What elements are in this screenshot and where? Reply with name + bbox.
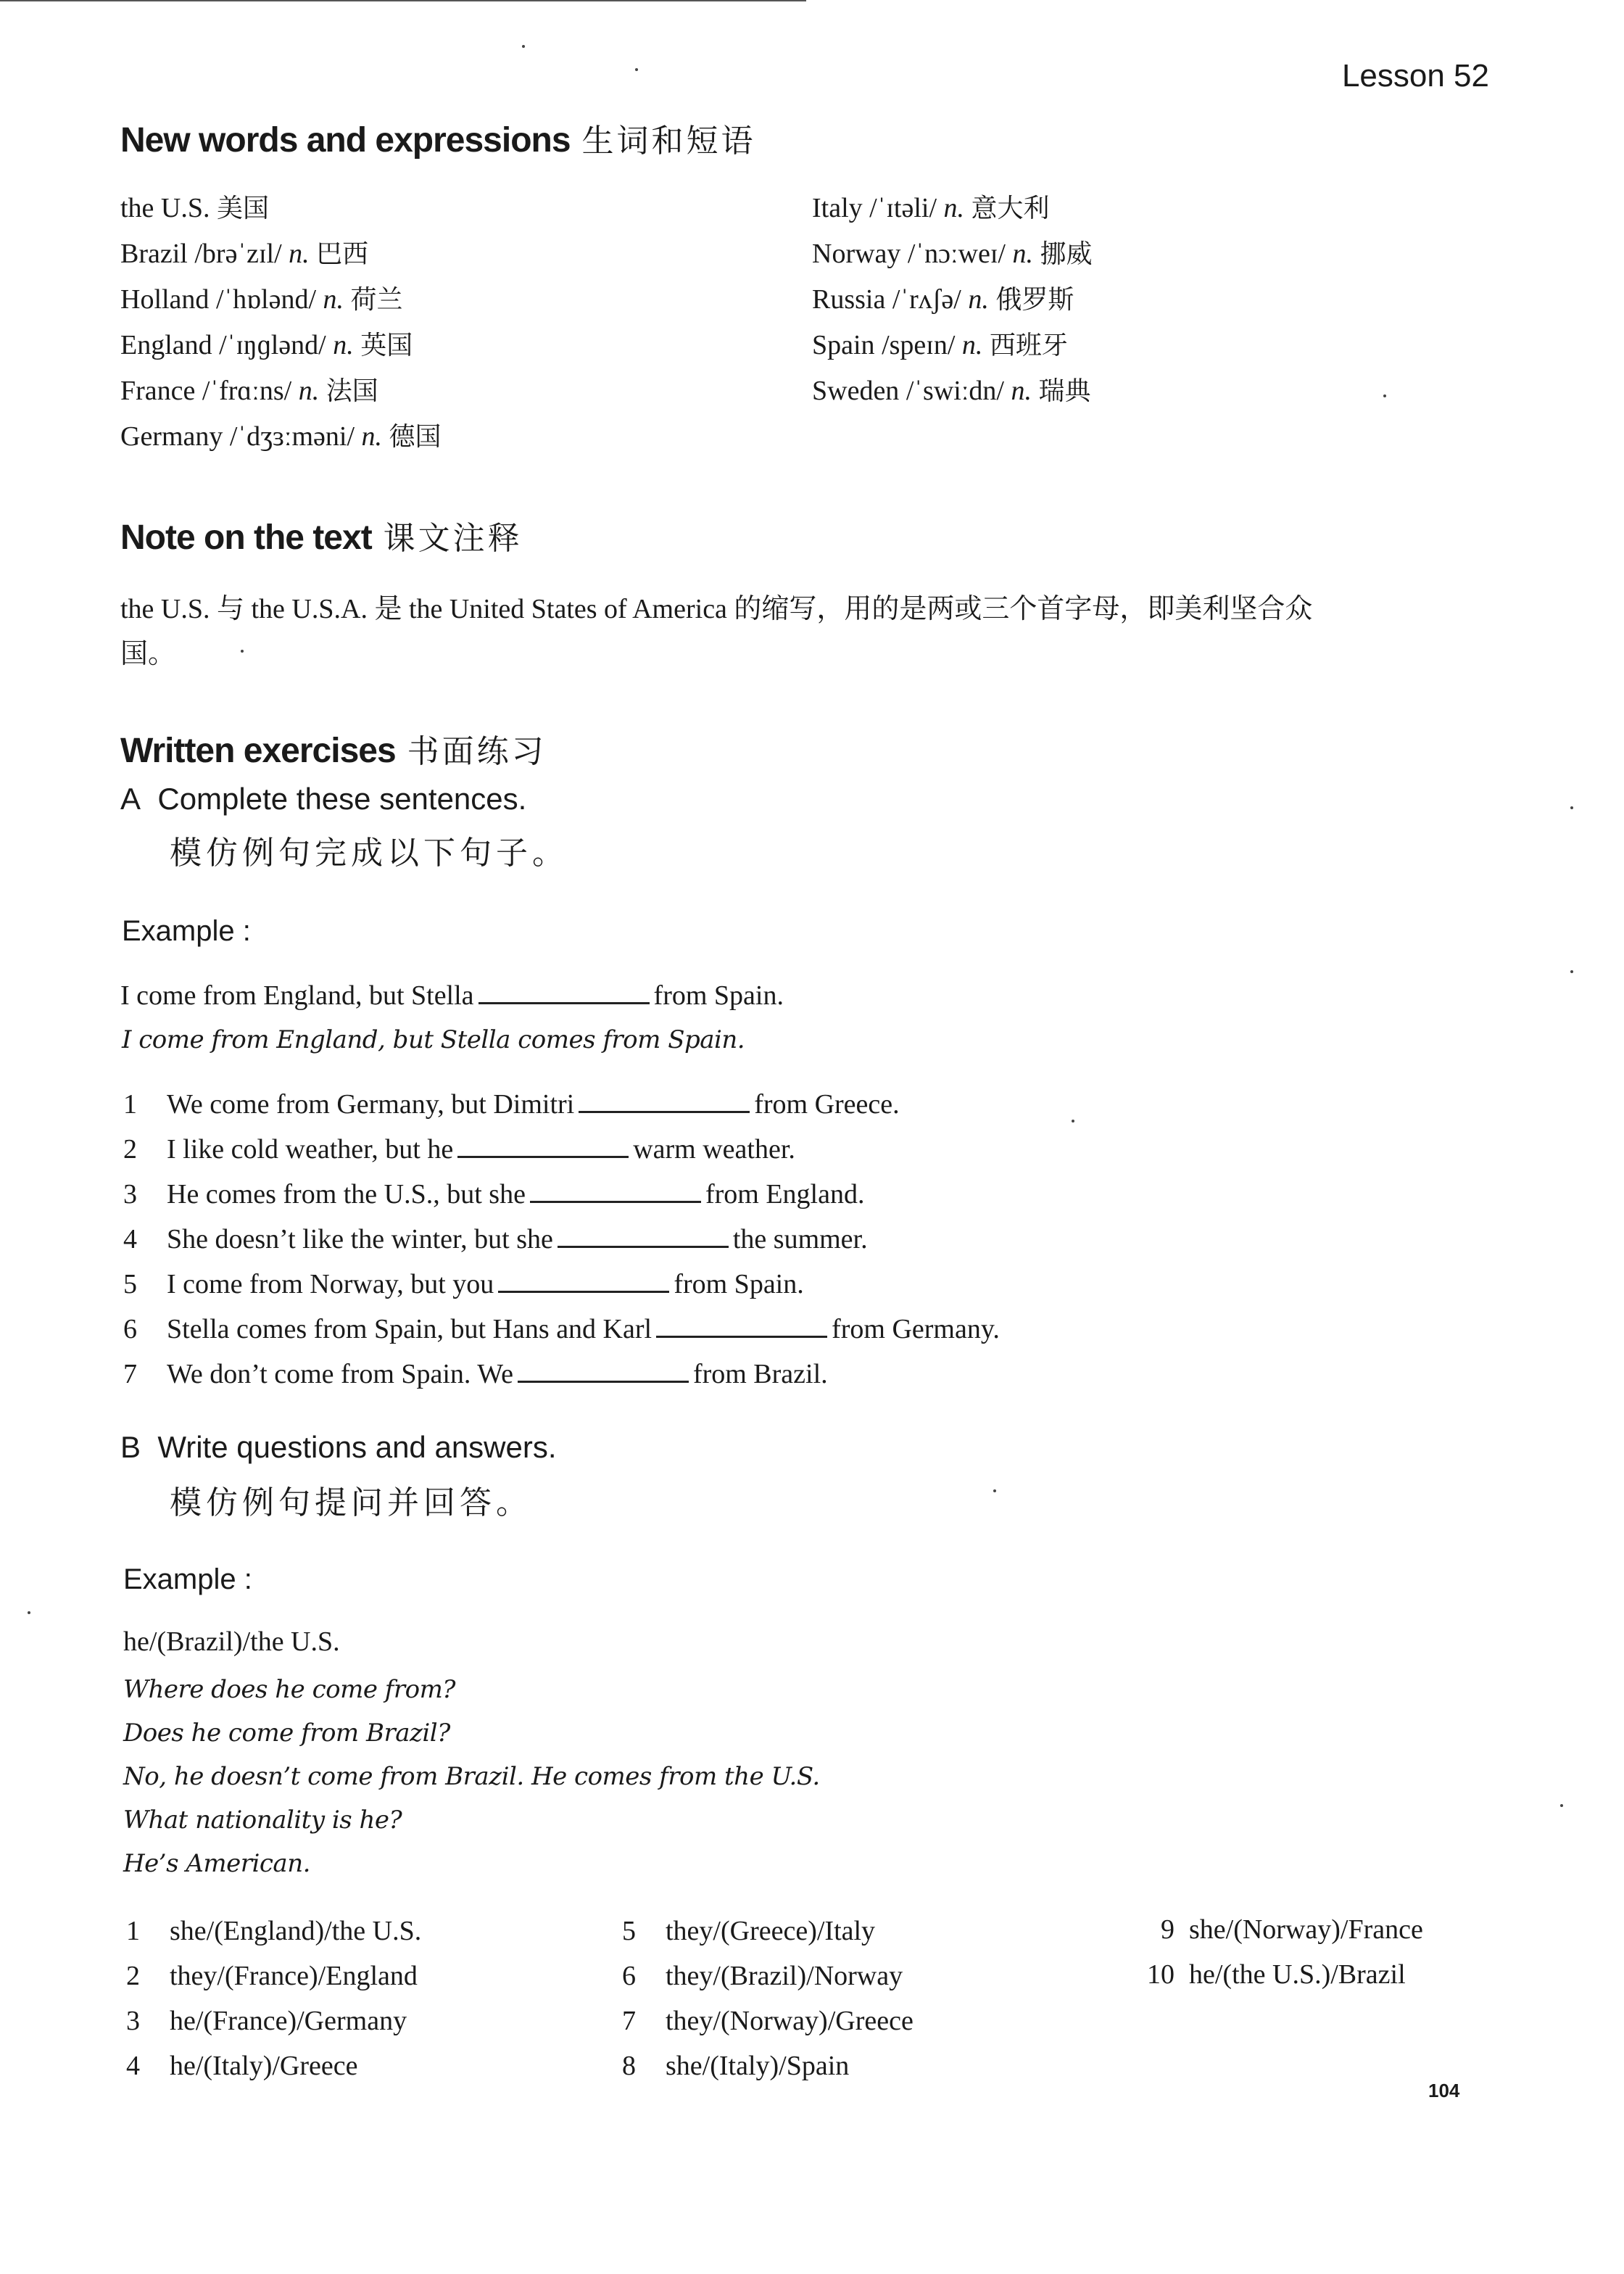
vocab-ipa: /ˈɪŋɡlənd/ bbox=[219, 330, 326, 360]
vocab-word: Sweden bbox=[812, 376, 900, 406]
item-number: 7 bbox=[123, 1359, 137, 1389]
item-number: 6 bbox=[123, 1314, 137, 1344]
sentence-start: We come from Germany, but Dimitri bbox=[167, 1089, 575, 1120]
instruction-text: Write questions and answers. bbox=[157, 1430, 557, 1464]
vocab-pos: n. bbox=[961, 330, 983, 360]
item-number: 6 bbox=[622, 1961, 636, 1991]
item-number: 1 bbox=[126, 1916, 140, 1946]
sentence-start: I come from Norway, but you bbox=[167, 1269, 494, 1299]
vocab-ipa: /speɪn/ bbox=[882, 330, 956, 360]
sentence-start: I like cold weather, but he bbox=[167, 1134, 454, 1165]
written-heading bbox=[120, 725, 547, 772]
exercise-a-item bbox=[123, 1307, 1000, 1352]
scan-speck bbox=[1560, 1804, 1563, 1807]
sentence-end: from England. bbox=[705, 1179, 865, 1210]
vocab-word: Italy bbox=[812, 193, 863, 223]
answer-blank[interactable] bbox=[518, 1359, 689, 1383]
note-text-line-2: 国。 bbox=[120, 639, 176, 669]
exercise-b-item bbox=[126, 1953, 418, 1998]
vocab-pos: n. bbox=[943, 193, 965, 223]
vocab-translation: 西班牙 bbox=[989, 331, 1068, 360]
vocab-pos: n. bbox=[1011, 376, 1032, 406]
exercise-a-item bbox=[123, 1082, 900, 1127]
vocab-word: Holland bbox=[120, 284, 210, 315]
vocab-translation: 英国 bbox=[360, 331, 413, 360]
vocab-entry bbox=[120, 368, 442, 414]
exercise-b-example-line: Where does he come from? bbox=[123, 1675, 456, 1704]
exercise-a-item bbox=[123, 1217, 868, 1262]
item-number: 4 bbox=[126, 2051, 140, 2081]
exercise-b-item bbox=[622, 2043, 849, 2088]
scan-speck bbox=[1570, 806, 1573, 809]
vocab-list-right bbox=[812, 186, 1092, 414]
vocab-entry bbox=[120, 277, 442, 323]
vocab-ipa: /ˈhɒlənd/ bbox=[215, 284, 317, 315]
item-text: they/(Greece)/Italy bbox=[666, 1916, 876, 1946]
vocab-pos: n. bbox=[298, 376, 320, 406]
exercise-letter: B bbox=[120, 1430, 141, 1464]
exercise-b-instruction-zh: 模仿例句提问并回答。 bbox=[170, 1484, 532, 1521]
scan-speck bbox=[993, 1489, 996, 1492]
exercise-b-example-prompt: he/(Brazil)/the U.S. bbox=[123, 1626, 340, 1657]
sentence-start: I come from England, but Stella bbox=[120, 980, 474, 1011]
vocab-word: the U.S. bbox=[120, 193, 210, 223]
exercise-a-example-label: Example : bbox=[122, 915, 251, 947]
item-number: 5 bbox=[622, 1916, 636, 1946]
item-text: she/(England)/the U.S. bbox=[170, 1916, 422, 1946]
exercise-a-instruction bbox=[120, 782, 526, 816]
vocab-heading bbox=[120, 115, 756, 161]
sentence-start: He comes from the U.S., but she bbox=[167, 1179, 526, 1210]
vocab-pos: n. bbox=[361, 421, 383, 452]
item-text: they/(France)/England bbox=[170, 1961, 418, 1991]
vocab-list-left bbox=[120, 186, 442, 460]
vocab-entry bbox=[120, 323, 442, 368]
item-text: she/(Italy)/Spain bbox=[666, 2051, 850, 2081]
item-text: he/(Italy)/Greece bbox=[170, 2051, 358, 2081]
vocab-entry bbox=[812, 368, 1092, 414]
item-number: 2 bbox=[126, 1961, 140, 1991]
vocab-entry bbox=[812, 323, 1092, 368]
item-number: 8 bbox=[622, 2051, 636, 2081]
exercise-b-example-label: Example : bbox=[123, 1563, 252, 1595]
vocab-translation: 瑞典 bbox=[1038, 376, 1091, 406]
lesson-title: Lesson 52 bbox=[1341, 58, 1489, 94]
answer-blank[interactable] bbox=[498, 1269, 669, 1293]
vocab-ipa: /ˈnɔːweɪ/ bbox=[907, 239, 1006, 269]
exercise-b-example-line: He’s American. bbox=[123, 1849, 310, 1878]
vocab-ipa: /ˈɪtəli/ bbox=[869, 193, 937, 223]
vocab-word: Russia bbox=[812, 284, 886, 315]
sentence-start: Stella comes from Spain, but Hans and Karl bbox=[167, 1314, 652, 1344]
sentence-end: the summer. bbox=[732, 1224, 868, 1254]
item-number: 2 bbox=[123, 1134, 137, 1165]
vocab-ipa: /ˈdʒɜːməni/ bbox=[229, 421, 355, 452]
exercise-b-item bbox=[126, 1909, 421, 1953]
exercise-b-item bbox=[622, 1998, 914, 2043]
item-text: he/(the U.S.)/Brazil bbox=[1189, 1959, 1406, 1990]
exercise-b-item bbox=[126, 1998, 407, 2043]
instruction-text: Complete these sentences. bbox=[157, 782, 527, 816]
exercise-a-item bbox=[123, 1352, 828, 1397]
item-number: 5 bbox=[123, 1269, 137, 1299]
exercise-a-example-question bbox=[120, 973, 784, 1018]
vocab-translation: 意大利 bbox=[971, 194, 1050, 223]
exercise-b-item bbox=[622, 1909, 875, 1953]
vocab-heading-en: New words and expressions bbox=[120, 121, 571, 160]
sentence-end: from Greece. bbox=[754, 1089, 900, 1120]
written-heading-zh: 书面练习 bbox=[407, 733, 547, 770]
exercise-b-item bbox=[1121, 1952, 1406, 1997]
vocab-entry bbox=[812, 277, 1092, 323]
item-number: 10 bbox=[1147, 1959, 1174, 1990]
scan-speck bbox=[1072, 1120, 1074, 1122]
sentence-end: warm weather. bbox=[633, 1134, 795, 1165]
vocab-pos: n. bbox=[289, 239, 310, 269]
vocab-word: France bbox=[120, 376, 196, 406]
scan-speck bbox=[522, 45, 525, 48]
page-number: 104 bbox=[1428, 2080, 1460, 2101]
vocab-entry bbox=[120, 231, 442, 277]
item-number: 1 bbox=[123, 1089, 137, 1120]
exercise-b-example-line: Does he come from Brazil? bbox=[123, 1719, 450, 1748]
item-number: 3 bbox=[123, 1179, 137, 1210]
vocab-pos: n. bbox=[333, 330, 354, 360]
item-number: 3 bbox=[126, 2006, 140, 2036]
exercise-b-item bbox=[622, 1953, 903, 1998]
top-rule bbox=[0, 0, 806, 1]
answer-blank[interactable] bbox=[530, 1179, 701, 1203]
vocab-pos: n. bbox=[968, 284, 989, 315]
scan-speck bbox=[635, 68, 638, 71]
exercise-b-instruction bbox=[120, 1430, 557, 1465]
vocab-translation: 巴西 bbox=[316, 239, 369, 269]
vocab-translation: 美国 bbox=[217, 194, 270, 223]
scan-speck bbox=[1570, 970, 1573, 973]
vocab-pos: n. bbox=[323, 284, 344, 315]
vocab-translation: 荷兰 bbox=[350, 285, 403, 315]
scan-speck bbox=[241, 650, 244, 653]
vocab-word: Germany bbox=[120, 421, 223, 452]
item-text: he/(France)/Germany bbox=[170, 2006, 407, 2036]
item-number: 4 bbox=[123, 1224, 137, 1254]
vocab-ipa: /brəˈzɪl/ bbox=[194, 239, 282, 269]
answer-blank[interactable] bbox=[558, 1224, 729, 1248]
written-heading-en: Written exercises bbox=[120, 732, 396, 770]
vocab-entry bbox=[120, 186, 442, 231]
vocab-word: Spain bbox=[812, 330, 875, 360]
exercise-a-item bbox=[123, 1127, 795, 1172]
exercise-letter: A bbox=[120, 782, 141, 816]
vocab-translation: 俄罗斯 bbox=[995, 285, 1074, 315]
item-number: 9 bbox=[1161, 1914, 1174, 1945]
exercise-a-item bbox=[123, 1262, 804, 1307]
exercise-a-item bbox=[123, 1172, 864, 1217]
item-text: she/(Norway)/France bbox=[1189, 1914, 1423, 1945]
answer-blank[interactable] bbox=[579, 1089, 750, 1113]
vocab-entry bbox=[120, 414, 442, 460]
vocab-entry bbox=[812, 186, 1092, 231]
exercise-b-example-line: No, he doesn’t come from Brazil. He comes from the U.S. bbox=[123, 1762, 820, 1791]
answer-blank[interactable] bbox=[656, 1314, 827, 1338]
note-heading-en: Note on the text bbox=[120, 518, 372, 557]
sentence-end: from Brazil. bbox=[692, 1359, 828, 1389]
vocab-entry bbox=[812, 231, 1092, 277]
sentence-start: We don’t come from Spain. We bbox=[167, 1359, 513, 1389]
sentence-end: from Spain. bbox=[674, 1269, 804, 1299]
vocab-ipa: /ˈfrɑːns/ bbox=[202, 376, 292, 406]
vocab-word: Brazil bbox=[120, 239, 188, 269]
vocab-word: Norway bbox=[812, 239, 901, 269]
item-number: 7 bbox=[622, 2006, 636, 2036]
exercise-b-item bbox=[126, 2043, 358, 2088]
note-text-line-1: the U.S. 与 the U.S.A. 是 the United States of America 的缩写，用的是两或三个首字母，即美利坚合众 bbox=[120, 594, 1313, 624]
vocab-ipa: /ˈrʌʃə/ bbox=[892, 284, 961, 315]
vocab-heading-zh: 生词和短语 bbox=[581, 123, 756, 160]
exercise-a-example-answer: I come from England, but Stella comes from Spain. bbox=[122, 1025, 745, 1054]
answer-blank[interactable] bbox=[457, 1134, 629, 1158]
exercise-b-example-line: What nationality is he? bbox=[123, 1806, 402, 1835]
note-heading bbox=[120, 512, 523, 558]
note-heading-zh: 课文注释 bbox=[383, 520, 523, 557]
vocab-pos: n. bbox=[1012, 239, 1033, 269]
item-text: they/(Norway)/Greece bbox=[666, 2006, 914, 2036]
sentence-end: from Germany. bbox=[832, 1314, 1000, 1344]
vocab-word: England bbox=[120, 330, 212, 360]
exercise-a-instruction-zh: 模仿例句完成以下句子。 bbox=[170, 835, 568, 872]
answer-blank[interactable] bbox=[478, 980, 650, 1004]
sentence-end: from Spain. bbox=[653, 980, 784, 1011]
item-text: they/(Brazil)/Norway bbox=[666, 1961, 903, 1991]
vocab-translation: 挪威 bbox=[1040, 239, 1093, 269]
vocab-ipa: /ˈswiːdn/ bbox=[906, 376, 1004, 406]
vocab-translation: 德国 bbox=[389, 422, 442, 452]
scan-speck bbox=[28, 1611, 30, 1614]
vocab-translation: 法国 bbox=[326, 376, 378, 406]
sentence-start: She doesn’t like the winter, but she bbox=[167, 1224, 553, 1254]
scan-speck bbox=[1383, 394, 1386, 397]
exercise-b-item bbox=[1121, 1907, 1423, 1952]
